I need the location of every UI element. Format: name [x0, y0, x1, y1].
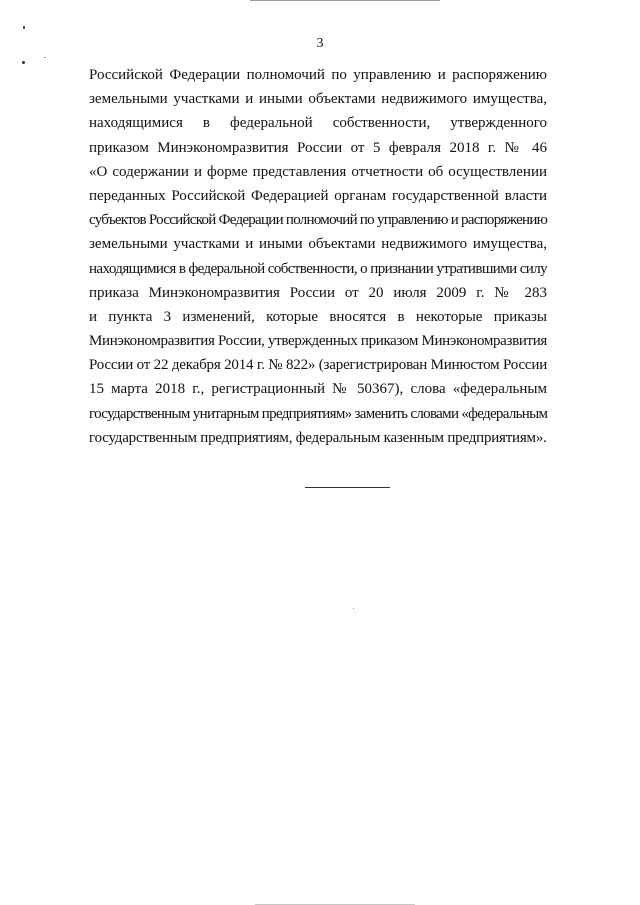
- body-text-line: «О содержании и форме представления отчетности об осуществлении: [89, 163, 547, 180]
- scan-top-edge-line: [250, 0, 440, 1]
- end-of-text-rule: [305, 487, 390, 488]
- scan-artifact-mark: [44, 57, 46, 58]
- body-text-line: земельными участками и иными объектами недвижимого имущества,: [89, 91, 547, 108]
- body-text-line: земельными участками и иными объектами недвижимого имущества,: [89, 236, 547, 253]
- body-text-line: субъектов Российской Федерации полномочий по управлению и распоряжению: [89, 212, 548, 229]
- page-number: 3: [316, 36, 324, 51]
- body-text-line: государственным предприятиям, федеральным казенным предприятиям».: [89, 429, 547, 446]
- body-text-line: Минэкономразвития России, утвержденных приказом Минэкономразвития: [89, 333, 547, 350]
- scan-artifact-dot: [353, 608, 354, 609]
- scan-artifact-mark: [23, 26, 25, 29]
- document-body: [89, 63, 547, 450]
- body-text-line: Российской Федерации полномочий по управлению и распоряжению: [89, 67, 547, 83]
- body-text-line: находящимися в федеральной собственности, о признании утратившими силу: [89, 260, 547, 277]
- body-text-line: приказом Минэкономразвития России от 5 февраля 2018 г. № 46: [89, 139, 547, 156]
- body-text-line: переданных Российской Федерацией органам государственной власти: [89, 187, 547, 204]
- body-text-line: приказа Минэкономразвития России от 20 июля 2009 г. № 283: [89, 284, 547, 301]
- body-text-line: государственным унитарным предприятиям» заменить словами «федеральным: [89, 405, 548, 422]
- body-text-line: России от 22 декабря 2014 г. № 822» (зарегистрирован Минюстом России: [89, 357, 548, 374]
- body-text-line: и пункта 3 изменений, которые вносятся в некоторые приказы: [89, 308, 547, 325]
- body-text-line: 15 марта 2018 г., регистрационный № 50367), слова «федеральным: [89, 381, 547, 398]
- scan-artifact-mark: [22, 61, 25, 64]
- body-text-line: находящимися в федеральной собственности, утвержденного: [89, 115, 547, 132]
